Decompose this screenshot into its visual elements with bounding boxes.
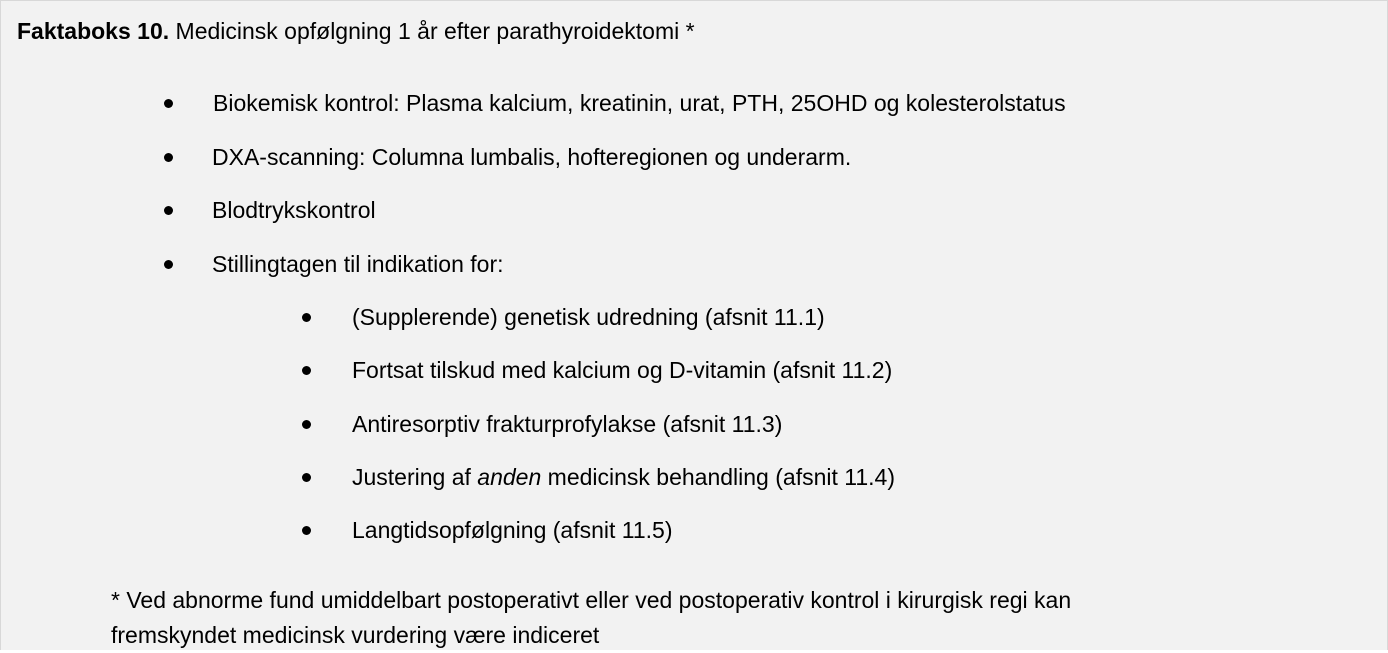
emphasis-text: anden [477, 464, 542, 490]
list-item-text: Blodtrykskontrol [212, 197, 376, 223]
sub-list-item-text: Langtidsopfølgning (afsnit 11.5) [352, 517, 673, 543]
list-item-text: DXA-scanning: Columna lumbalis, hofteregionen og underarm. [212, 144, 852, 170]
bullet-icon [302, 420, 311, 429]
fact-box-heading: Medicinsk opfølgning 1 år efter parathyroidektomi * [175, 18, 695, 44]
bullet-icon [302, 473, 311, 482]
bullet-icon [164, 206, 173, 215]
list-item-text: Stillingtagen til indikation for: [212, 251, 504, 277]
footnote-line: * Ved abnorme fund umiddelbart postoperativt eller ved postoperativ kontrol i kirurgisk regi kan [111, 587, 1072, 613]
bullet-icon [302, 366, 311, 375]
footnote-line: fremskyndet medicinsk vurdering være indiceret [111, 622, 600, 648]
list-item-text: Biokemisk kontrol: Plasma kalcium, kreatinin, urat, PTH, 25OHD og kolesterolstatus [213, 90, 1066, 116]
bullet-icon [302, 526, 311, 535]
fact-box-title [17, 17, 695, 45]
bullet-icon [302, 313, 311, 322]
bullet-icon [164, 260, 173, 269]
footnote [111, 583, 1341, 653]
sub-list-item-text: Antiresorptiv frakturprofylakse (afsnit 11.3) [352, 411, 783, 437]
bullet-icon [164, 153, 173, 162]
sub-list-item-text: Fortsat tilskud med kalcium og D-vitamin (afsnit 11.2) [352, 357, 893, 383]
sub-list-item-text: (Supplerende) genetisk udredning (afsnit 11.1) [352, 304, 825, 330]
sub-list-item-text [352, 463, 895, 491]
bullet-icon [164, 99, 173, 108]
sub-list-item-text-start: Justering af [352, 464, 478, 490]
sub-list-item-text-end: medicinsk behandling (afsnit 11.4) [541, 464, 895, 490]
fact-box-label: Faktaboks 10. [17, 18, 170, 44]
